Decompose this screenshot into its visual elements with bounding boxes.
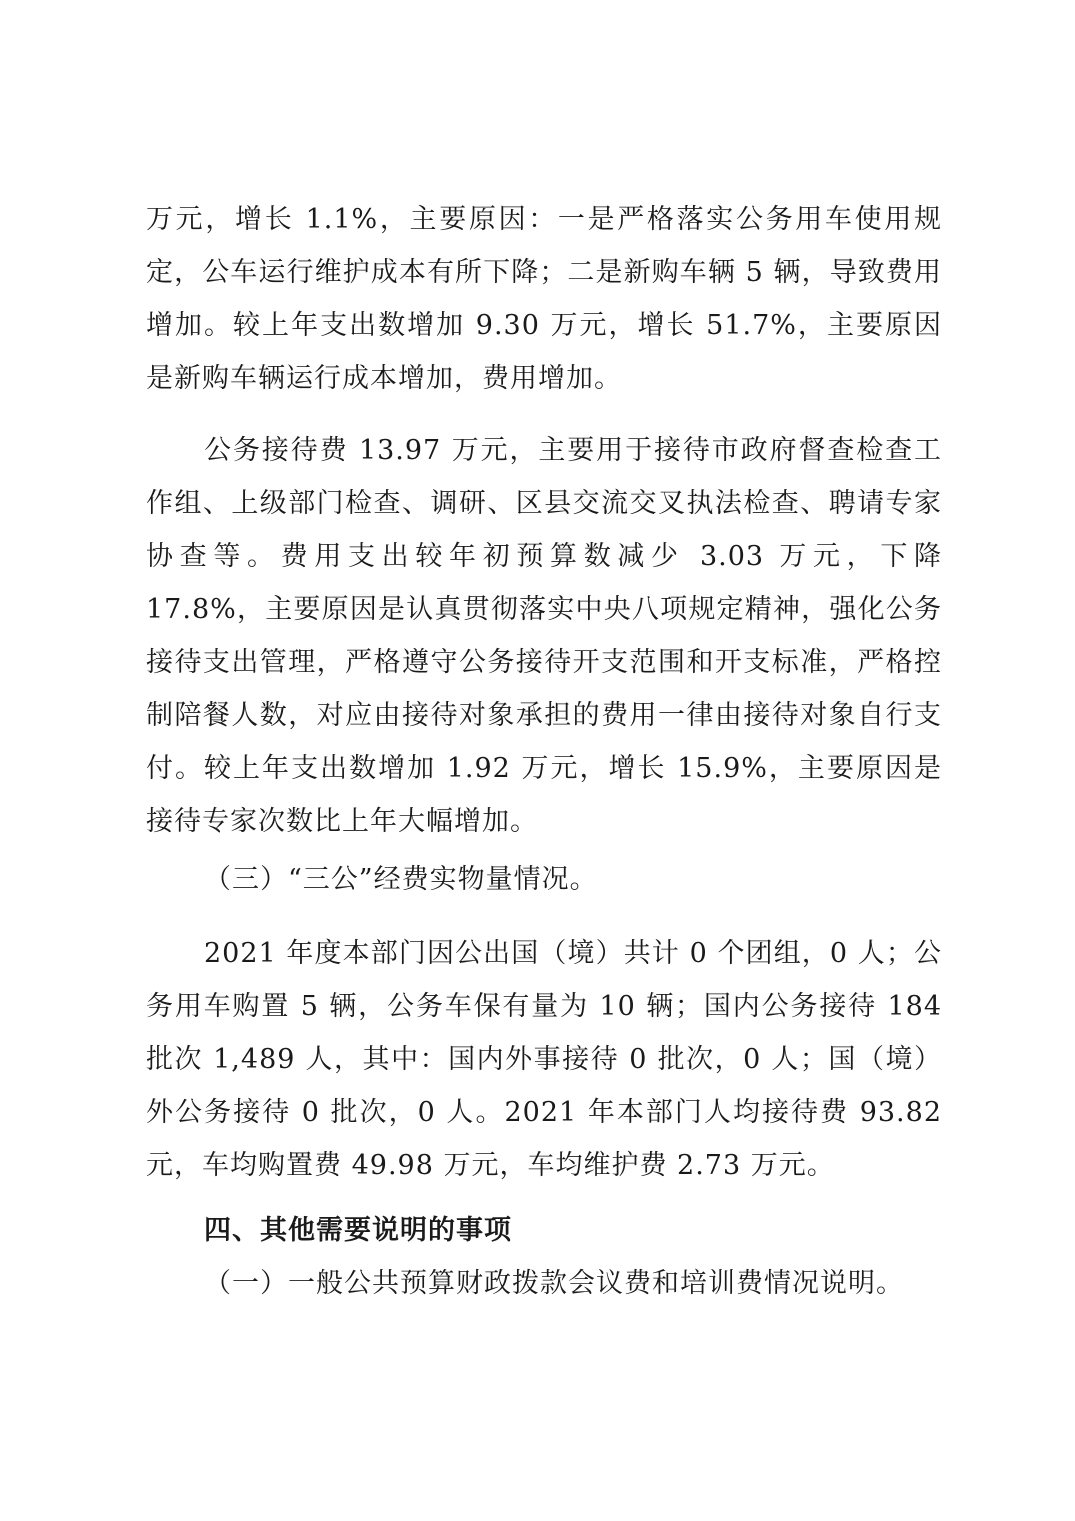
paragraph-physical-quantities: 2021 年度本部门因公出国（境）共计 0 个团组，0 人；公务用车购置 5 辆，公务车保有量为 10 辆；国内公务接待 184 批次 1,489 人，其中：国内外事接待 0 批次，0 人；国（境）外公务接待 0 批次，0 人。2021 年本部门人均接待费 93.82 元，车均购置费 49.98 万元，车均维护费 2.73 万元。	[146, 938, 942, 1181]
paragraph-reception-costs: 公务接待费 13.97 万元，主要用于接待市政府督查检查工作组、上级部门检查、调研、区县交流交叉执法检查、聘请专家协查等。费用支出较年初预算数减少 3.03 万元，下降 17.8%，主要原因是认真贯彻落实中央八项规定精神，强化公务接待支出管理，严格遵守公务接待开支范围和开支标准，严格控制陪餐人数，对应由接待对象承担的费用一律由接待对象自行支付。较上年支出数增加 1.92 万元，增长 15.9%，主要原因是接待专家次数比上年大幅增加。	[146, 435, 942, 837]
section-heading-other-matters: 四、其他需要说明的事项	[204, 1215, 512, 1246]
paragraph-vehicle-costs: 万元，增长 1.1%，主要原因：一是严格落实公务用车使用规定，公车运行维护成本有所下降；二是新购车辆 5 辆，导致费用增加。较上年支出数增加 9.30 万元，增长 51.7%，主要原因是新购车辆运行成本增加，费用增加。	[146, 204, 942, 394]
subsection-heading-meeting-training: （一）一般公共预算财政拨款会议费和培训费情况说明。	[204, 1268, 904, 1299]
subheading-physical-quantities: （三）“三公”经费实物量情况。	[204, 864, 598, 895]
